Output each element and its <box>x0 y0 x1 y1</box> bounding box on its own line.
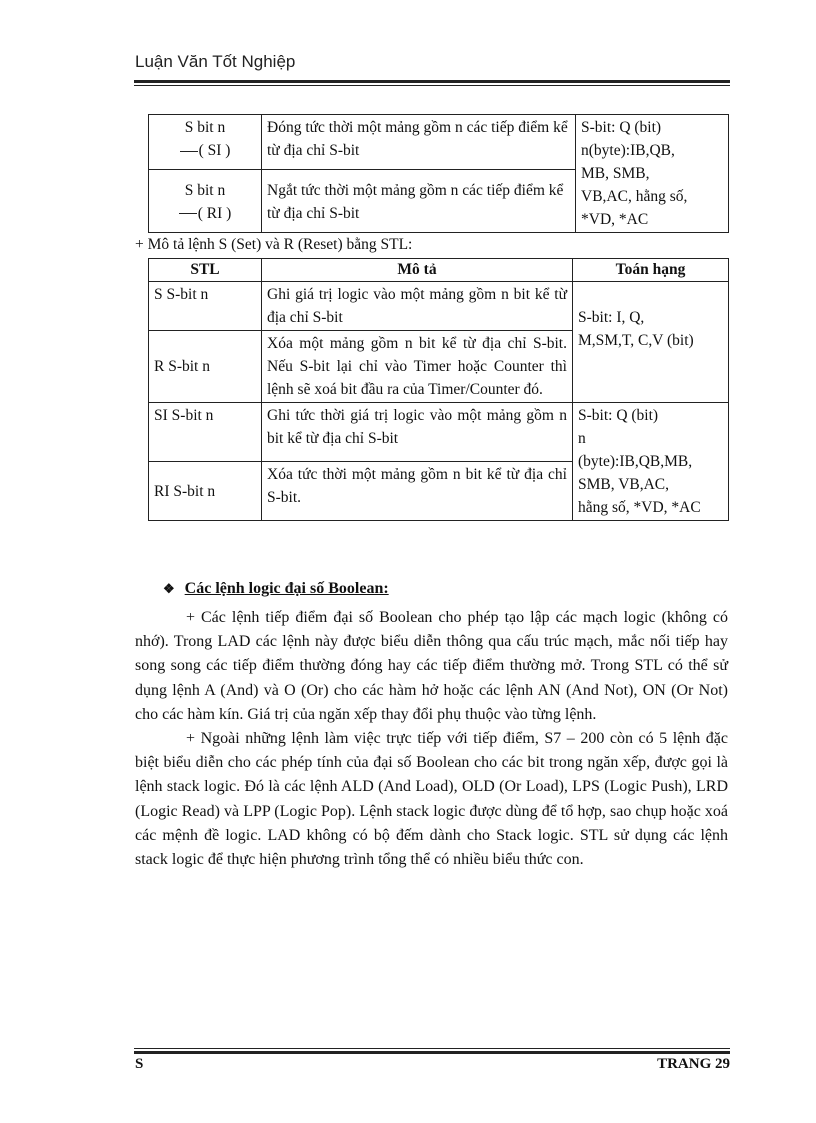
table-row <box>149 403 729 462</box>
operand-line: S-bit: Q (bit) <box>581 119 662 136</box>
operand-line: MB, SMB, <box>581 165 650 182</box>
operand-line: hằng số, *VD, *AC <box>578 499 701 516</box>
operand-line: VB,AC, hằng số, <box>581 188 688 205</box>
column-header-stl: STL <box>149 259 262 282</box>
ladder-symbol-cell <box>149 115 262 170</box>
page-header-title: Luận Văn Tốt Nghiệp <box>135 52 296 71</box>
description-cell: Xóa một mảng gồm n bit kể từ địa chỉ S-bit. Nếu S-bit lại chỉ vào Timer hoặc Counter thì lệnh sẽ xoá bit đầu ra của Timer/Counter đó. <box>262 331 573 403</box>
operand-cell <box>576 115 729 233</box>
footer-left-text: S <box>135 1056 144 1072</box>
header-rule-thin <box>134 85 730 86</box>
stl-intro-text: + Mô tả lệnh S (Set) và R (Reset) bằng STL: <box>135 236 413 253</box>
coil-label: ( RI ) <box>197 204 232 222</box>
operand-line: S-bit: I, Q, <box>578 309 645 326</box>
paragraph: + Ngoài những lệnh làm việc trực tiếp với tiếp điểm, S7 – 200 còn có 5 lệnh đặc biệt biểu diễn cho các phép tính của đại số Boolean cho các bit trong ngăn xếp, được gọi là lệnh stack logic. Đó là các lệnh ALD (And Load), OLD (Or Load), LPS (Logic Push), LRD (Logic Read) và LPP (Logic Pop). Lệnh stack logic được dùng để tổ hợp, sao chụp hoặc xoá các mệnh đề logic. LAD không có bộ đếm dành cho Stack logic. STL sử dụng các lệnh stack logic để thực hiện phương trình tổng thể có nhiều biểu thức con. <box>135 730 728 869</box>
ladder-symbol-top: S bit n <box>184 181 226 199</box>
page-number: TRANG 29 <box>657 1056 730 1072</box>
column-header-operand: Toán hạng <box>573 259 729 282</box>
section-heading-text: Các lệnh logic đại số Boolean: <box>184 580 389 597</box>
body-text <box>135 606 728 872</box>
header-rule-thick <box>134 80 730 83</box>
table-row <box>149 115 729 170</box>
stl-cell: R S-bit n <box>149 331 262 403</box>
column-header-description: Mô tả <box>262 259 573 282</box>
table-row <box>149 282 729 331</box>
stl-cell: RI S-bit n <box>149 462 262 521</box>
coil-symbol <box>179 202 232 225</box>
operand-line: n(byte):IB,QB, <box>581 142 675 159</box>
ladder-instruction-table <box>148 114 729 233</box>
ladder-symbol-cell <box>149 169 262 232</box>
description-cell: Ghi tức thời giá trị logic vào một mảng gồm n bit kể từ địa chỉ S-bit <box>262 403 573 462</box>
operand-line: n <box>578 430 586 447</box>
coil-symbol <box>180 139 231 162</box>
description-cell: Xóa tức thời một mảng gồm n bit kể từ địa chỉ S-bit. <box>262 462 573 521</box>
description-cell: Đóng tức thời một mảng gồm n các tiếp điểm kể từ địa chỉ S-bit <box>262 115 576 170</box>
operand-cell <box>573 282 729 403</box>
section-heading <box>163 580 389 598</box>
operand-line: SMB, VB,AC, <box>578 476 670 493</box>
footer-rule-thin <box>134 1048 730 1049</box>
description-cell: Ngắt tức thời một mảng gồm n các tiếp điểm kể từ địa chỉ S-bit <box>262 169 576 232</box>
operand-cell <box>573 403 729 521</box>
wire-icon <box>179 213 197 214</box>
wire-icon <box>180 151 198 152</box>
coil-label: ( SI ) <box>198 142 231 159</box>
diamond-bullet-icon: ❖ <box>163 581 175 596</box>
operand-line: M,SM,T, C,V (bit) <box>578 332 694 349</box>
stl-cell: S S-bit n <box>149 282 262 331</box>
description-cell: Ghi giá trị logic vào một mảng gồm n bit kể từ địa chỉ S-bit <box>262 282 573 331</box>
stl-cell: SI S-bit n <box>149 403 262 462</box>
footer-rule-thick <box>134 1051 730 1054</box>
stl-instruction-table <box>148 258 729 521</box>
ladder-symbol-top: S bit n <box>184 119 226 136</box>
table-header-row <box>149 259 729 282</box>
operand-line: *VD, *AC <box>581 211 649 228</box>
operand-line: S-bit: Q (bit) <box>578 407 659 424</box>
operand-line: (byte):IB,QB,MB, <box>578 453 693 470</box>
paragraph: + Các lệnh tiếp điểm đại số Boolean cho phép tạo lập các mạch logic (không có nhớ). Trong LAD các lệnh này được biểu diễn thông qua cấu trúc mạch, mắc nối tiếp hay song song các tiếp điểm thường đóng hay các tiếp điểm thường mở. Trong STL có thể sử dụng lệnh A (And) và O (Or) cho các hàm hở hoặc các lệnh AN (And Not), ON (Or Not) cho các hàm kín. Giá trị của ngăn xếp thay đổi phụ thuộc vào từng lệnh. <box>135 609 728 723</box>
